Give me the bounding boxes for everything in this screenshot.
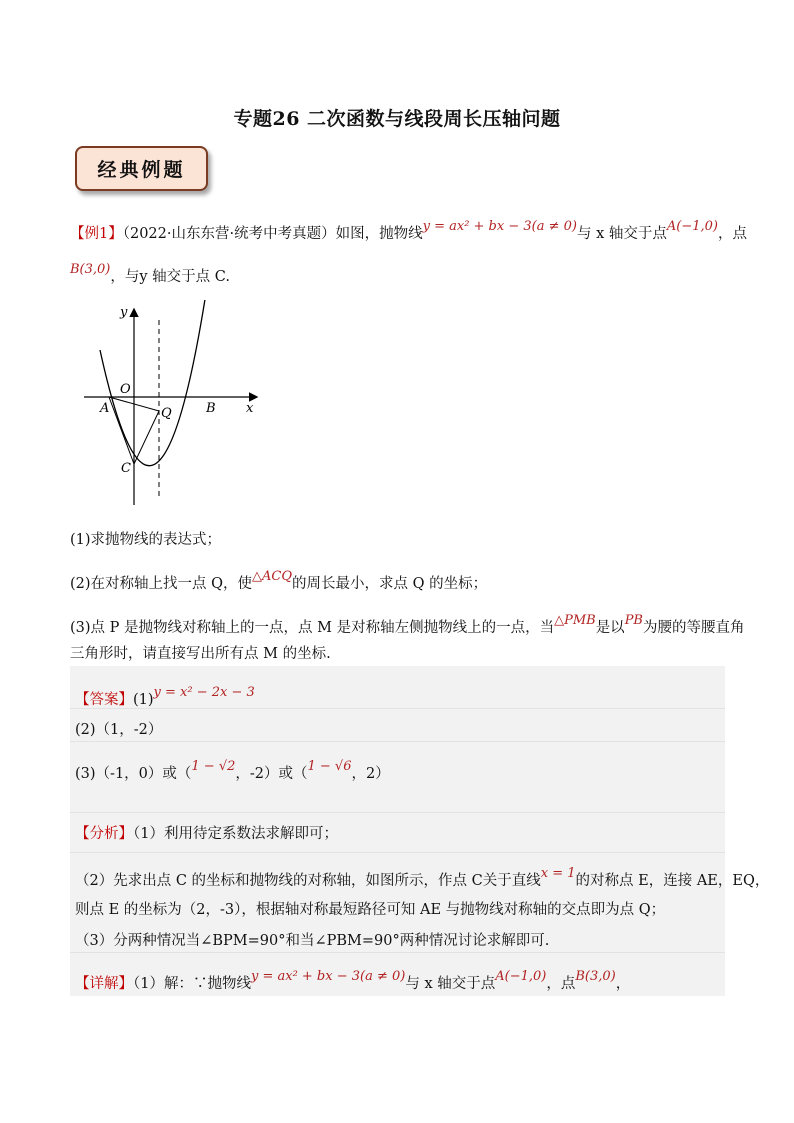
detail-label: 【详解】 [75, 976, 133, 992]
divider [70, 812, 725, 813]
q3-text-b: 是以 [595, 620, 625, 636]
q2-text-b: 的周长最小，求点 Q 的坐标； [292, 576, 488, 592]
example-text-tail: ，与y 轴交于点 C. [110, 269, 230, 285]
analysis-1 [75, 822, 338, 843]
question-1: (1)求抛物线的表达式； [70, 532, 222, 548]
analysis-3: 则点 E 的坐标为（2，-3），根据轴对称最短路径可知 AE 与抛物线对称轴的交点即为点 Q； [75, 902, 666, 918]
segment-qc [134, 411, 159, 464]
detail-text-b: 与 x 轴交于点 [405, 976, 496, 992]
analysis-2 [75, 866, 770, 890]
example-text-mid: 与 x 轴交于点 [576, 226, 667, 242]
detail-text-d: ， [615, 976, 631, 992]
divider [70, 952, 725, 953]
example-source: （2022·山东东营·统考中考真题）如图，抛物线 [122, 226, 423, 242]
analysis-p2-b: 的对称点 E，连接 AE，EQ， [575, 873, 770, 889]
answer-3-text-c: ，2） [351, 766, 390, 782]
analysis-label: 【分析】 [75, 826, 133, 842]
example-text-comma: ，点 [717, 226, 747, 242]
detail-text-a: （1）解：∵抛物线 [133, 976, 251, 992]
math-answer-1: y = x² − 2x − 3 [153, 685, 255, 700]
math-triangle-acq: △ACQ [252, 569, 293, 584]
answer-3-text-a: (3)（-1，0）或（ [75, 766, 192, 782]
answer-1-prefix: (1) [133, 692, 154, 708]
detail-text-c: ，点 [546, 976, 576, 992]
label-y: y [120, 305, 128, 320]
analysis-p1: （1）利用待定系数法求解即可； [133, 826, 338, 842]
answer-1 [75, 685, 255, 709]
label-c: C [121, 461, 131, 476]
detail-1 [75, 969, 631, 993]
segment-ac [109, 397, 134, 464]
math-parabola: y = ax² + bx − 3(a ≠ 0) [422, 219, 577, 234]
page-title: 专题26 二次函数与线段周长压轴问题 [233, 108, 561, 130]
math-point-a: A(−1,0) [666, 219, 718, 234]
example-line-1 [70, 219, 747, 243]
math-answer-3b: 1 − √6 [307, 759, 352, 774]
answer-3 [75, 759, 390, 783]
label-q: Q [161, 406, 172, 421]
q3-text-c: 为腰的等腰直角 [643, 620, 745, 636]
parabola-curve [100, 300, 211, 466]
math-detail-parabola: y = ax² + bx − 3(a ≠ 0) [250, 969, 406, 984]
question-3-line-1 [70, 613, 745, 637]
section-banner: 经典例题 [75, 146, 208, 191]
math-point-b: B(3,0) [70, 262, 111, 277]
math-detail-a: A(−1,0) [495, 969, 547, 984]
q2-text-a: (2)在对称轴上找一点 Q，使 [70, 576, 253, 592]
math-answer-3a: 1 − √2 [191, 759, 236, 774]
example-line-2 [70, 262, 230, 286]
analysis-4: （3）分两种情况当∠BPM=90°和当∠PBM=90°两种情况讨论求解即可. [75, 933, 550, 949]
label-o: O [120, 382, 131, 397]
label-b: B [206, 401, 216, 416]
math-line-x1: x = 1 [540, 866, 576, 881]
question-2 [70, 569, 488, 593]
parabola-figure [80, 300, 270, 510]
answer-2: (2)（1，-2） [75, 722, 163, 738]
math-triangle-pmb: △PMB [554, 613, 596, 628]
analysis-p2-a: （2）先求出点 C 的坐标和抛物线的对称轴，如图所示，作点 C关于直线 [75, 873, 541, 889]
example-label: 【例1】 [70, 226, 123, 242]
divider [70, 741, 725, 742]
answer-label: 【答案】 [75, 692, 133, 708]
q3-text-a: (3)点 P 是抛物线对称轴上的一点，点 M 是对称轴左侧抛物线上的一点，当 [70, 620, 555, 636]
label-a: A [100, 401, 110, 416]
math-pb: PB [624, 613, 643, 628]
label-x: x [246, 401, 254, 416]
question-3-line-2: 三角形时，请直接写出所有点 M 的坐标. [70, 646, 331, 662]
answer-3-text-b: ，-2）或（ [235, 766, 308, 782]
math-detail-b: B(3,0) [575, 969, 616, 984]
divider [70, 852, 725, 853]
